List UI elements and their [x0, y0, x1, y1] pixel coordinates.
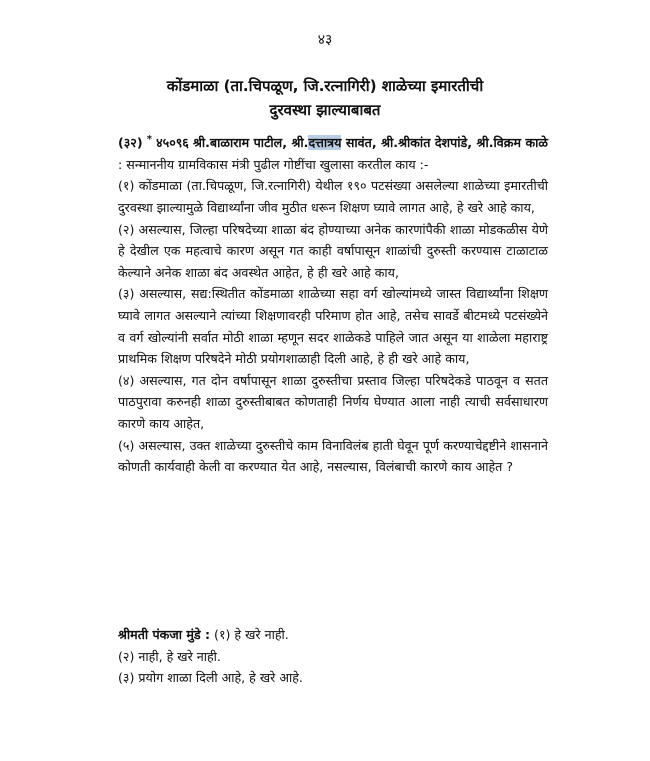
heading-line-1: कोंडमाळा (ता.चिपळूण, जि.रत्नागिरी) शाळेच्या इमारतीची: [166, 77, 484, 95]
question-part-5: (५) असल्यास, उक्त शाळेच्या दुरुस्तीचे काम विनाविलंब हाती घेवून पूर्ण करण्याचेद्दष्टीने शासनाने कोणती कार्यवाही केली वा करण्यात येत आहे, नसल्यास, विलंबाची कारणे काय आहेत ?: [118, 437, 548, 475]
starred-mark: *: [146, 134, 152, 145]
question-header: [118, 129, 548, 175]
askers-part-2: सावंत, श्री.श्रीकांत देशपांडे, श्री.विक्रम काळे: [341, 135, 548, 151]
selected-text-highlight: दत्तात्रय: [308, 135, 342, 151]
question-number: ४५०९६: [156, 135, 189, 151]
heading-line-2: दुरवस्था झाल्याबाबत: [269, 101, 381, 119]
question-part-4: (४) असल्यास, गत दोन वर्षापासून शाळा दुरुस्तीचा प्रस्ताव जिल्हा परिषदेकडे पाठवून व सतत पाठपुरावा करुनही शाळा दुरुस्तीबाबत कोणताही निर्णय घेण्यात आला नाही त्याची सर्वसाधारण कारणे काय आहेत,: [118, 372, 548, 431]
question-block: [118, 129, 548, 478]
answer-speaker: श्रीमती पंकजा मुंडे :: [118, 627, 211, 642]
page-number: ४३: [317, 32, 333, 48]
question-serial: (३२): [118, 135, 143, 151]
question-part-2: (२) असल्यास, जिल्हा परिषदेच्या शाळा बंद होण्याच्या अनेक कारणांपैकी शाळा मोडकळीस येणे हे देखील एक महत्वाचे कारण असून गत काही वर्षापासून शाळांची दुरुस्ती करण्यास टाळाटाळ केल्याने अनेक शाळा बंद अवस्थेत आहेत, हे ही खरे आहे काय,: [118, 221, 548, 280]
askers-part-1: श्री.बाळाराम पाटील, श्री.: [192, 135, 309, 151]
question-intro: : सन्माननीय ग्रामविकास मंत्री पुढील गोष्टींचा खुलासा करतील काय :-: [118, 156, 429, 172]
question-part-3: (३) असल्यास, सद्य:स्थितीत कोंडमाळा शाळेच्या सहा वर्ग खोल्यांमध्ये जास्त विद्यार्थ्यांना शिक्षण घ्यावे लागत असल्याने त्यांच्या शिक्षणावरही परिमाण होत आहे, तसेच सावर्डे बीटमध्ये पटसंख्येने व वर्ग खोल्यांनी सर्वात मोठी शाळा म्हणून सदर शाळेकडे पाहिले जात असून या शाळेला महाराष्ट्र प्राथमिक शिक्षण परिषदेने मोठी प्रयोगशाळाही दिली आहे, हे ही खरे आहे काय,: [118, 286, 548, 367]
answer-part-3: (३) प्रयोग शाळा दिली आहे, हे खरे आहे.: [118, 670, 303, 686]
answer-part-2: (२) नाही, हे खरे नाही.: [118, 648, 221, 664]
answer-line-1: [118, 624, 548, 646]
answer-block: [118, 624, 548, 689]
answer-part-1: (१) हे खरे नाही.: [210, 627, 289, 642]
question-part-1: (१) कोंडमाळा (ता.चिपळूण, जि.रत्नागिरी) येथील १९० पटसंख्या असलेल्या शाळेच्या इमारतीची दुरवस्था झाल्यामुळे विद्यार्थ्यांना जीव मुठीत धरून शिक्षण घ्यावे लागत आहे, हे खरे आहे काय,: [118, 178, 548, 215]
